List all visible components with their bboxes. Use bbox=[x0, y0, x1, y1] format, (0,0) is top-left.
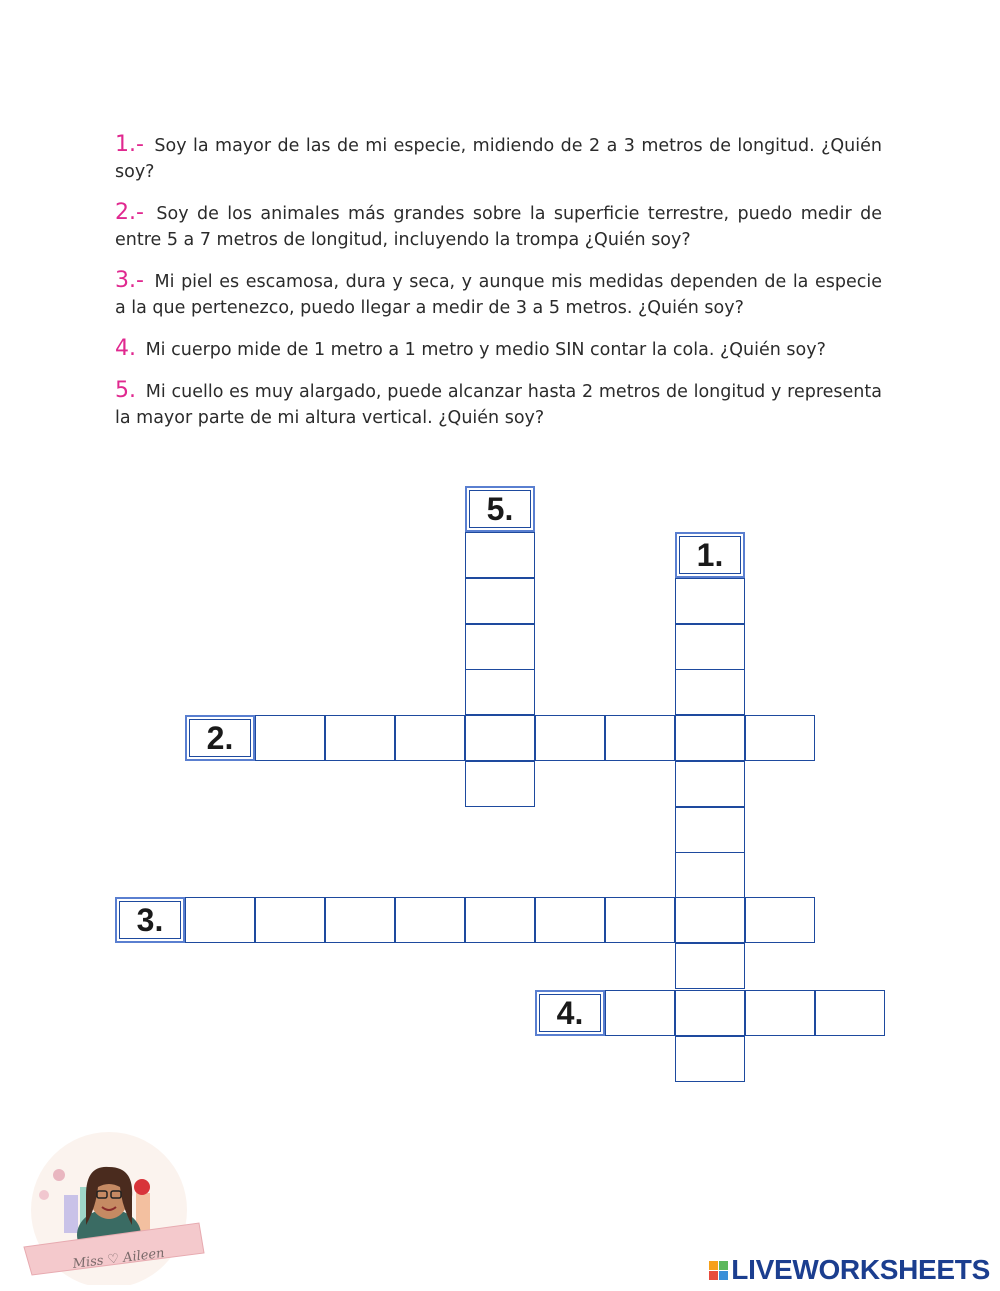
clue-text: Soy la mayor de las de mi especie, midiendo de 2 a 3 metros de longitud. ¿Quién soy? bbox=[115, 136, 882, 182]
crossword-cell-word-3[interactable] bbox=[185, 897, 255, 943]
crossword-cell-word-2[interactable] bbox=[255, 715, 325, 761]
brand-square bbox=[719, 1261, 728, 1270]
crossword-letter-input[interactable] bbox=[746, 991, 814, 1035]
crossword-letter-input[interactable] bbox=[676, 1037, 744, 1081]
clue-number: 4. bbox=[115, 336, 136, 361]
crossword-cell-word-5[interactable] bbox=[465, 624, 535, 670]
crossword-cell-word-2[interactable] bbox=[535, 715, 605, 761]
clue-1 bbox=[115, 132, 882, 185]
crossword-cell-word-1[interactable] bbox=[675, 669, 745, 715]
brand-square bbox=[709, 1271, 718, 1280]
crossword-cell-word-1[interactable] bbox=[675, 1036, 745, 1082]
label-text: 3. bbox=[136, 901, 164, 938]
clue-5 bbox=[115, 378, 882, 431]
crossword-cell-word-5[interactable] bbox=[465, 715, 535, 761]
crossword-cell-word-1[interactable] bbox=[675, 578, 745, 624]
crossword-cell-word-1[interactable] bbox=[675, 624, 745, 670]
crossword-letter-input[interactable] bbox=[676, 716, 744, 760]
crossword-cell-word-3[interactable] bbox=[535, 897, 605, 943]
crossword-letter-input[interactable] bbox=[606, 991, 674, 1035]
clue-text: Mi cuello es muy alargado, puede alcanzar hasta 2 metros de longitud y representa la mayor parte de mi altura vertical. ¿Quién soy? bbox=[115, 382, 882, 428]
brand-name: LIVEWORKSHEETS bbox=[731, 1254, 990, 1285]
crossword-letter-input[interactable] bbox=[746, 716, 814, 760]
label-text: 5. bbox=[486, 490, 514, 527]
crossword-cell-word-2[interactable] bbox=[745, 715, 815, 761]
logo-signature: Miss ♡ Aileen bbox=[71, 1245, 166, 1273]
crossword-cell-word-3[interactable] bbox=[255, 897, 325, 943]
crossword-letter-input[interactable] bbox=[466, 625, 534, 669]
brand-square bbox=[709, 1261, 718, 1270]
label-text: 1. bbox=[696, 536, 724, 573]
crossword-letter-input[interactable] bbox=[676, 898, 744, 942]
crossword-letter-input[interactable] bbox=[466, 670, 534, 714]
clue-4 bbox=[115, 336, 882, 363]
crossword-cell-word-5[interactable] bbox=[465, 669, 535, 715]
crossword-letter-input[interactable] bbox=[536, 898, 604, 942]
crossword-cell-word-4[interactable] bbox=[815, 990, 885, 1036]
crossword-letter-input[interactable] bbox=[466, 762, 534, 806]
crossword-cell-word-3[interactable] bbox=[745, 897, 815, 943]
crossword-cell-word-5[interactable] bbox=[465, 532, 535, 578]
clue-list bbox=[115, 132, 882, 446]
crossword-label-4 bbox=[535, 990, 605, 1036]
crossword-letter-input[interactable] bbox=[466, 898, 534, 942]
crossword-cell-word-5[interactable] bbox=[465, 578, 535, 624]
crossword-letter-input[interactable] bbox=[816, 991, 884, 1035]
crossword-letter-input[interactable] bbox=[256, 716, 324, 760]
crossword-label-3 bbox=[115, 897, 185, 943]
crossword-label-1 bbox=[675, 532, 745, 578]
crossword-letter-input[interactable] bbox=[396, 898, 464, 942]
crossword-cell-word-3[interactable] bbox=[465, 897, 535, 943]
crossword-cell-word-1[interactable] bbox=[675, 990, 745, 1036]
crossword-letter-input[interactable] bbox=[676, 625, 744, 669]
crossword-letter-input[interactable] bbox=[746, 898, 814, 942]
crossword-label-5 bbox=[465, 486, 535, 532]
crossword-letter-input[interactable] bbox=[466, 533, 534, 577]
liveworksheets-logo-icon bbox=[709, 1261, 728, 1280]
crossword-letter-input[interactable] bbox=[676, 944, 744, 988]
crossword-letter-input[interactable] bbox=[466, 579, 534, 623]
crossword-letter-input[interactable] bbox=[536, 716, 604, 760]
crossword-letter-input[interactable] bbox=[256, 898, 324, 942]
crossword-letter-input[interactable] bbox=[606, 898, 674, 942]
clue-number: 3.- bbox=[115, 268, 144, 293]
clue-number: 2.- bbox=[115, 200, 144, 225]
crossword-letter-input[interactable] bbox=[186, 898, 254, 942]
clue-3 bbox=[115, 268, 882, 321]
clue-number: 1.- bbox=[115, 132, 144, 157]
clue-text: Mi piel es escamosa, dura y seca, y aunque mis medidas dependen de la especie a la que pertenezco, puedo llegar a medir de 3 a 5 metros. ¿Quién soy? bbox=[115, 272, 882, 318]
crossword-letter-input[interactable] bbox=[676, 808, 744, 852]
crossword-letter-input[interactable] bbox=[606, 716, 674, 760]
clue-text: Mi cuerpo mide de 1 metro a 1 metro y medio SIN contar la cola. ¿Quién soy? bbox=[145, 340, 826, 360]
crossword-cell-word-3[interactable] bbox=[325, 897, 395, 943]
crossword-letter-input[interactable] bbox=[326, 898, 394, 942]
crossword-cell-word-3[interactable] bbox=[605, 897, 675, 943]
crossword-letter-input[interactable] bbox=[676, 853, 744, 897]
crossword-cell-word-1[interactable] bbox=[675, 852, 745, 898]
crossword-letter-input[interactable] bbox=[676, 762, 744, 806]
crossword-label-2 bbox=[185, 715, 255, 761]
crossword-cell-word-5[interactable] bbox=[465, 761, 535, 807]
crossword-letter-input[interactable] bbox=[326, 716, 394, 760]
crossword-cell-word-1[interactable] bbox=[675, 715, 745, 761]
crossword-letter-input[interactable] bbox=[396, 716, 464, 760]
crossword-letter-input[interactable] bbox=[466, 716, 534, 760]
liveworksheets-brand bbox=[709, 1254, 990, 1286]
crossword-cell-word-2[interactable] bbox=[395, 715, 465, 761]
crossword-letter-input[interactable] bbox=[676, 579, 744, 623]
crossword-cell-word-4[interactable] bbox=[745, 990, 815, 1036]
crossword-cell-word-2[interactable] bbox=[605, 715, 675, 761]
crossword-cell-word-1[interactable] bbox=[675, 761, 745, 807]
teacher-logo-image bbox=[14, 1125, 214, 1285]
crossword-letter-input[interactable] bbox=[676, 670, 744, 714]
clue-number: 5. bbox=[115, 378, 136, 403]
label-text: 4. bbox=[556, 994, 584, 1031]
label-text: 2. bbox=[206, 719, 234, 756]
crossword-cell-word-1[interactable] bbox=[675, 943, 745, 989]
clue-text: Soy de los animales más grandes sobre la superficie terrestre, puedo medir de entre 5 a 7 metros de longitud, incluyendo la trompa ¿Quién soy? bbox=[115, 204, 882, 250]
crossword-cell-word-1[interactable] bbox=[675, 897, 745, 943]
crossword-cell-word-2[interactable] bbox=[325, 715, 395, 761]
crossword-letter-input[interactable] bbox=[676, 991, 744, 1035]
crossword-cell-word-1[interactable] bbox=[675, 807, 745, 853]
crossword-cell-word-3[interactable] bbox=[395, 897, 465, 943]
clue-2 bbox=[115, 200, 882, 253]
crossword-cell-word-4[interactable] bbox=[605, 990, 675, 1036]
brand-square bbox=[719, 1271, 728, 1280]
